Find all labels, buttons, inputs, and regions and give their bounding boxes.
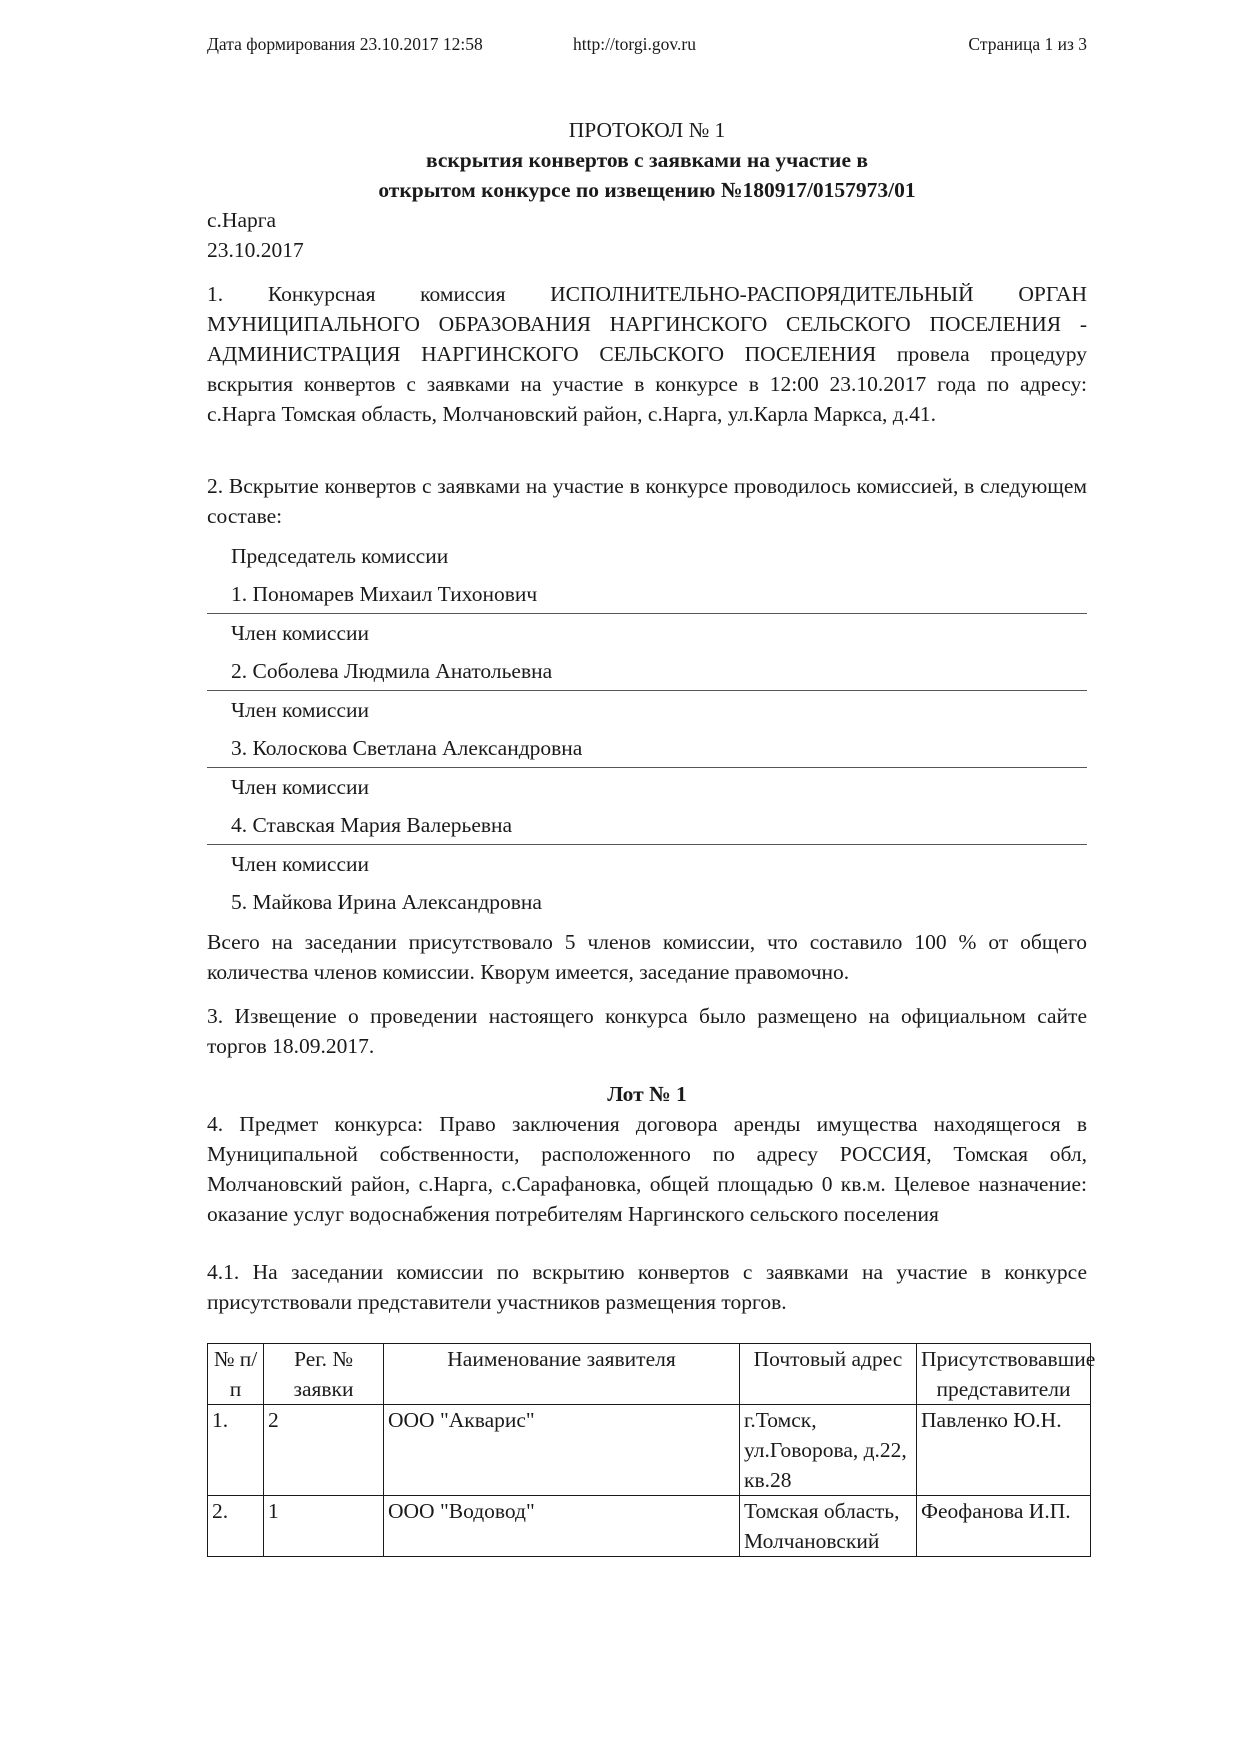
table-row <box>208 1496 1091 1557</box>
protocol-number: ПРОТОКОЛ № 1 <box>568 118 726 142</box>
commission-role: Член комиссии <box>231 775 370 799</box>
generation-date: Дата формирования 23.10.2017 12:58 <box>207 34 483 54</box>
table-header-row <box>208 1344 1091 1405</box>
col-header-address: Почтовый адрес <box>740 1344 917 1405</box>
col-header-applicant: Наименование заявителя <box>384 1344 740 1405</box>
page-header <box>207 34 1087 58</box>
source-url[interactable]: http://torgi.gov.ru <box>573 34 696 54</box>
place: с.Нарга <box>207 208 277 232</box>
title-line-3: открытом конкурсе по извещению №180917/0157973/01 <box>378 178 916 202</box>
section-3: 3. Извещение о проведении настоящего конкурса было размещено на официальном сайте торгов 18.09.2017. <box>207 1004 1087 1058</box>
section-4-1: 4.1. На заседании комиссии по вскрытию конвертов с заявками на участие в конкурсе присутствовали представители участников размещения торгов. <box>207 1260 1087 1314</box>
section-2: 2. Вскрытие конвертов с заявками на участие в конкурсе проводилось комиссией, в следующем составе: <box>207 474 1087 528</box>
commission-role: Член комиссии <box>231 621 370 645</box>
cell-number: 1. <box>208 1405 264 1496</box>
commission-member: 1. Пономарев Михаил Тихонович <box>207 575 1087 614</box>
document-body <box>207 115 1096 1557</box>
table-row <box>208 1405 1091 1496</box>
section-1: 1. Конкурсная комиссия ИСПОЛНИТЕЛЬНО-РАСПОРЯДИТЕЛЬНЫЙ ОРГАН МУНИЦИПАЛЬНОГО ОБРАЗОВАНИЯ НАРГИНСКОГО СЕЛЬСКОГО ПОСЕЛЕНИЯ - АДМИНИСТРАЦИЯ НАРГИНСКОГО СЕЛЬСКОГО ПОСЕЛЕНИЯ провела процедуру вскрытия конвертов с заявками на участие в конкурсе в 12:00 23.10.2017 года по адресу: с.Нарга Томская область, Молчановский район, с.Нарга, ул.Карла Маркса, д.41. <box>207 282 1087 426</box>
commission-member: 3. Колоскова Светлана Александровна <box>207 729 1087 768</box>
page-number: Страница 1 из 3 <box>968 34 1087 54</box>
commission-list <box>207 537 1087 921</box>
cell-representative: Феофанова И.П. <box>917 1496 1091 1557</box>
quorum-statement: Всего на заседании присутствовало 5 членов комиссии, что составило 100 % от общего количества членов комиссии. Кворум имеется, заседание правомочно. <box>207 930 1087 984</box>
commission-member: 2. Соболева Людмила Анатольевна <box>207 652 1087 691</box>
cell-applicant: ООО "Водовод" <box>384 1496 740 1557</box>
title-line-2: вскрытия конвертов с заявками на участие в <box>426 148 868 172</box>
section-4: 4. Предмет конкурса: Право заключения договора аренды имущества находящегося в Муниципальной собственности, расположенного по адресу РОССИЯ, Томская обл, Молчановский район, с.Нарга, с.Сарафановка, общей площадью 0 кв.м. Целевое назначение: оказание услуг водоснабжения потребителям Наргинского сельского поселения <box>207 1112 1087 1226</box>
document-title <box>207 115 1087 205</box>
commission-role: Председатель комиссии <box>231 544 449 568</box>
cell-representative: Павленко Ю.Н. <box>917 1405 1091 1496</box>
cell-number: 2. <box>208 1496 264 1557</box>
protocol-date: 23.10.2017 <box>207 238 304 262</box>
cell-address: г.Томск, ул.Говорова, д.22, кв.28 <box>740 1405 917 1496</box>
cell-address: Томская область, Молчановский <box>740 1496 917 1557</box>
commission-role: Член комиссии <box>231 698 370 722</box>
applications-table <box>207 1343 1096 1557</box>
commission-member: 4. Ставская Мария Валерьевна <box>207 806 1087 845</box>
cell-reg-number: 2 <box>264 1405 384 1496</box>
cell-reg-number: 1 <box>264 1496 384 1557</box>
col-header-reg-number: Рег. № заявки <box>264 1344 384 1405</box>
lot-title: Лот № 1 <box>607 1082 687 1106</box>
commission-member: 5. Майкова Ирина Александровна <box>231 890 542 914</box>
col-header-representatives: Присутствовавшие представители <box>917 1344 1091 1405</box>
cell-applicant: ООО "Акварис" <box>384 1405 740 1496</box>
col-header-number: № п/п <box>208 1344 264 1405</box>
commission-role: Член комиссии <box>231 852 370 876</box>
